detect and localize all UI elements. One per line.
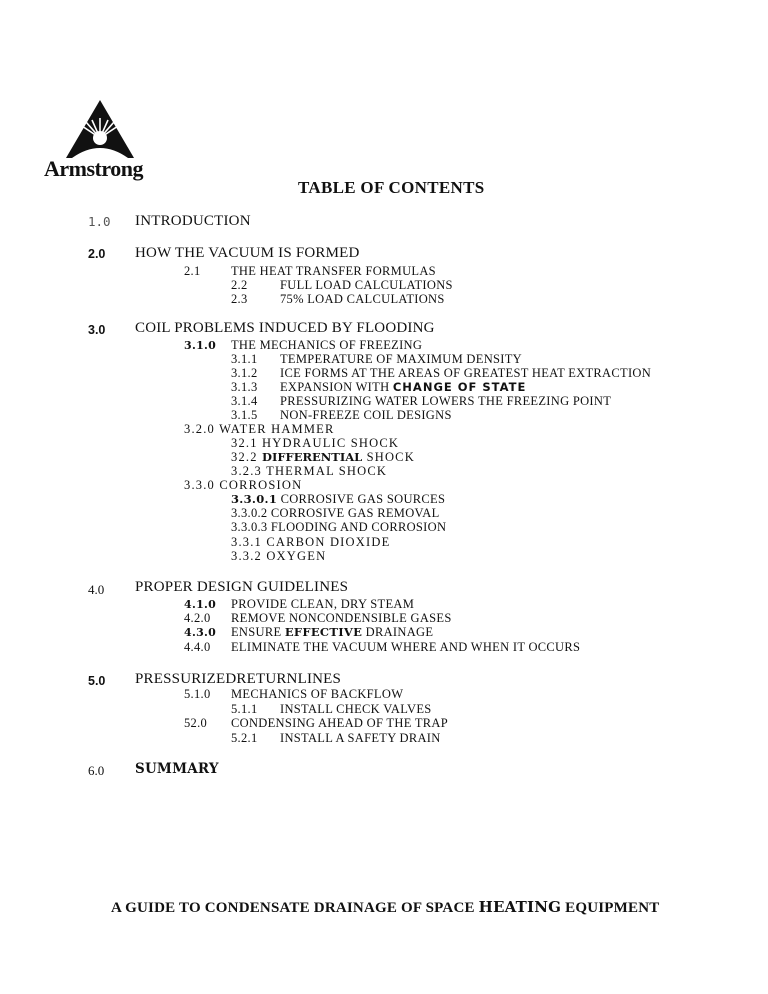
toc-item: 3.1.2 ICE FORMS AT THE AREAS OF GREATEST HEAT EXTRACTION: [231, 366, 652, 380]
section-number: 5.0: [88, 674, 106, 688]
toc-item: 2.2 FULL LOAD CALCULATIONS: [231, 278, 453, 292]
toc-item: 4.3.0 ENSURE EFFECTIVE DRAINAGE: [184, 625, 434, 639]
brand-name: Armstrong: [44, 156, 143, 181]
toc-item: 4.4.0 ELIMINATE THE VACUUM WHERE AND WHEN IT OCCURS: [184, 640, 581, 654]
section-title: HOW THE VACUUM IS FORMED: [135, 245, 360, 261]
toc-item: 3.2.3 THERMAL SHOCK: [231, 464, 388, 478]
toc-item: 5.1.1 INSTALL CHECK VALVES: [231, 702, 432, 716]
toc-item: 32.2 DIFFERENTIAL SHOCK: [231, 450, 415, 464]
toc-item: 3.1.5 NON-FREEZE COIL DESIGNS: [231, 408, 452, 422]
toc-item: 3.3.0.1 CORROSIVE GAS SOURCES: [231, 492, 446, 506]
section-title: COIL PROBLEMS INDUCED BY FLOODING: [135, 320, 435, 336]
toc-item: 3.3.0.2 CORROSIVE GAS REMOVAL: [231, 506, 440, 520]
toc-item: 3.1.1 TEMPERATURE OF MAXIMUM DENSITY: [231, 352, 522, 366]
toc-item: 3.2.0 WATER HAMMER: [184, 422, 335, 436]
toc-item: 3.1.0 THE MECHANICS OF FREEZING: [184, 338, 423, 352]
toc-item: 2.3 75% LOAD CALCULATIONS: [231, 292, 445, 306]
toc-item: 5.1.0 MECHANICS OF BACKFLOW: [184, 687, 404, 701]
section-title: SUMMARY: [135, 761, 219, 777]
toc-item: 3.3.1 CARBON DIOXIDE: [231, 535, 391, 549]
toc-item: 52.0 CONDENSING AHEAD OF THE TRAP: [184, 716, 448, 730]
section-number: 3.0: [88, 323, 106, 337]
toc-item: 5.2.1 INSTALL A SAFETY DRAIN: [231, 731, 441, 745]
toc-item: 3.1.3 EXPANSION WITH CHANGE OF STATE: [231, 380, 527, 394]
section-number: 2.0: [88, 247, 106, 261]
toc-item: 32.1 HYDRAULIC SHOCK: [231, 436, 400, 450]
toc-item: 4.1.0 PROVIDE CLEAN, DRY STEAM: [184, 597, 415, 611]
brand-logo: [44, 98, 174, 180]
section-title: PRESSURIZEDRETURNLINES: [135, 671, 342, 687]
section-number: 6.0: [88, 763, 105, 778]
section-title: PROPER DESIGN GUIDELINES: [135, 579, 349, 595]
toc-item: 3.3.0 CORROSION: [184, 478, 303, 492]
page-title: TABLE OF CONTENTS: [298, 178, 485, 197]
footer-guide-title: A GUIDE TO CONDENSATE DRAINAGE OF SPACE HEATING EQUIPMENT: [111, 898, 660, 916]
armstrong-triangle-logo-icon: [62, 98, 138, 160]
toc-item: 2.1 THE HEAT TRANSFER FORMULAS: [184, 264, 436, 278]
toc-item: 3.3.0.3 FLOODING AND CORROSION: [231, 520, 447, 534]
section-number: 4.0: [88, 582, 105, 597]
section-title: INTRODUCTION: [135, 213, 251, 229]
toc-item: 4.2.0 REMOVE NONCONDENSIBLE GASES: [184, 611, 452, 625]
toc-item: 3.1.4 PRESSURIZING WATER LOWERS THE FREEZING POINT: [231, 394, 612, 408]
toc-item: 3.3.2 OXYGEN: [231, 549, 327, 563]
section-number: 1.0: [88, 214, 111, 229]
